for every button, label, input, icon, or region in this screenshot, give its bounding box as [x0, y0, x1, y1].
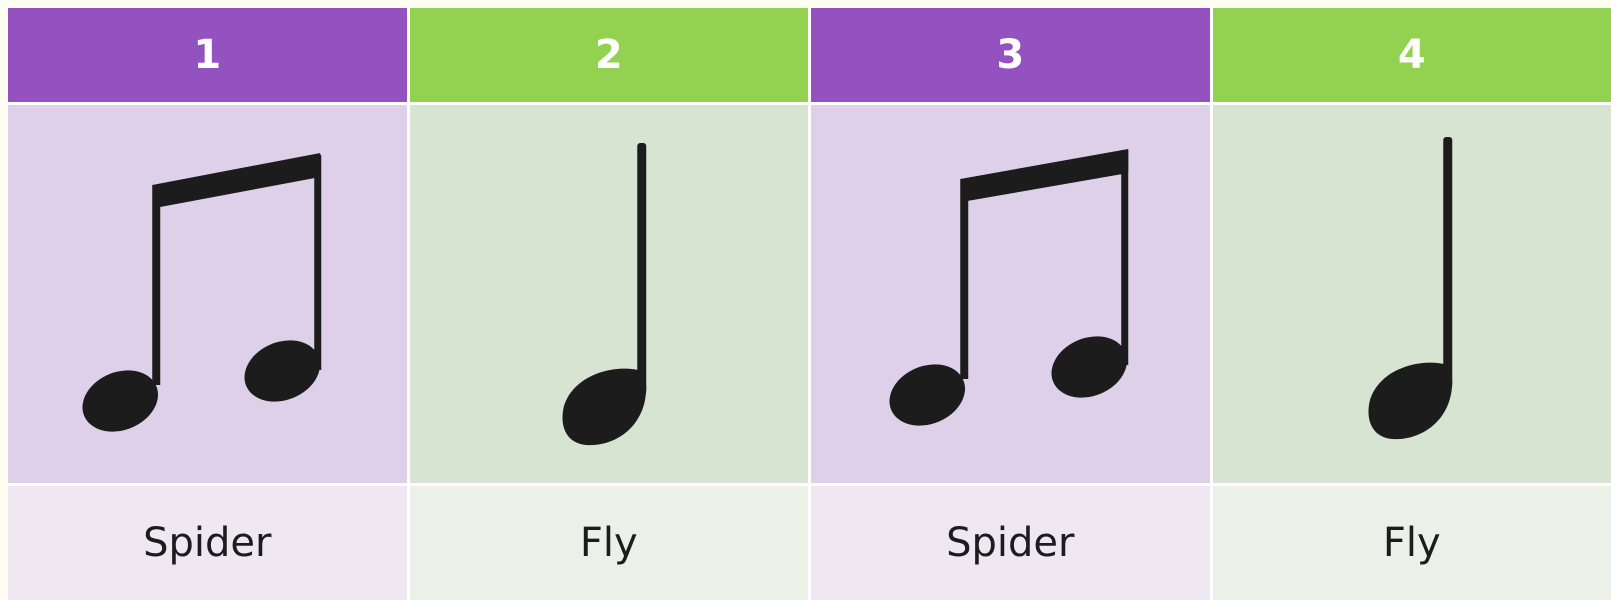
column-2-header: 2: [410, 8, 809, 102]
column-4-note-cell: [1213, 105, 1611, 483]
column-2-label: Fly: [579, 520, 638, 566]
column-1-label-cell: [8, 486, 407, 600]
column-3-label: Spider: [946, 520, 1075, 566]
column-4-header: 4: [1213, 8, 1611, 102]
column-3-note-cell: [811, 105, 1210, 483]
crotchet-icon: [1213, 105, 1611, 483]
column-2-note-cell: [410, 105, 809, 483]
column-1-note-cell: [8, 105, 407, 483]
column-2-label-cell: [410, 486, 809, 600]
column-1-label: Spider: [143, 520, 272, 566]
column-3-header: 3: [811, 8, 1210, 102]
column-3-label-cell: [811, 486, 1210, 600]
column-1-header: 1: [8, 8, 407, 102]
crotchet-icon: [410, 105, 809, 483]
rhythm-grid: [8, 8, 1611, 600]
column-4-label: Fly: [1382, 520, 1441, 566]
quaver-pair-icon: [8, 105, 407, 483]
quaver-pair-icon: [811, 105, 1210, 483]
column-4-label-cell: [1213, 486, 1611, 600]
